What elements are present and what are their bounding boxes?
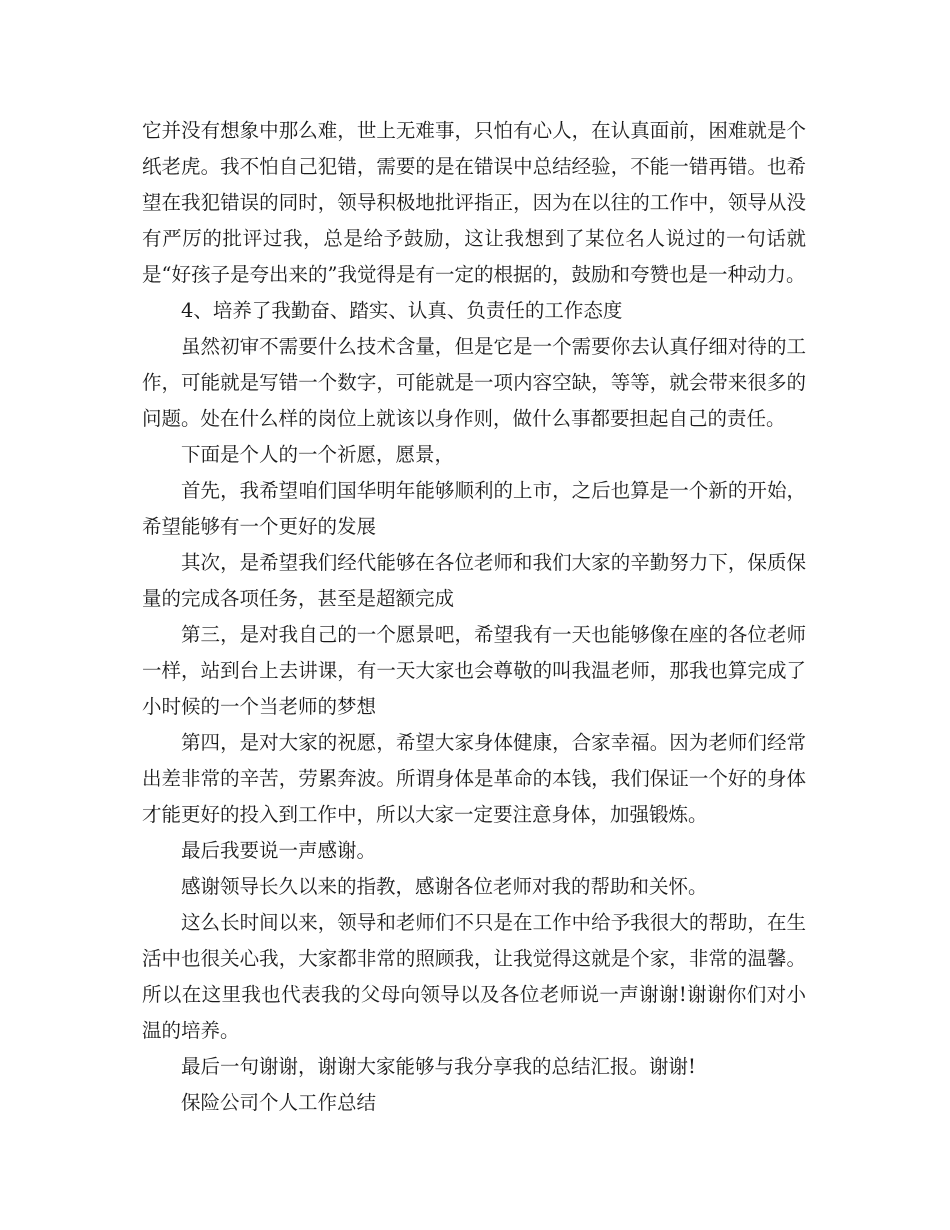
paragraph-wishes-intro: 下面是个人的一个祈愿，愿景， [181, 443, 455, 466]
paragraph-wish-fourth: 第四，是对大家的祝愿，希望大家身体健康，合家幸福。因为老师们经常出差非常的辛苦，劳累奔波。所谓身体是革命的本钱，我们保证一个好的身体才能更好的投入到工作中，所以大家一定要注意身体，加强锻炼。 [142, 731, 806, 826]
paragraph-final-thanks: 最后一句谢谢，谢谢大家能够与我分享我的总结汇报。谢谢! [181, 1055, 696, 1078]
paragraph-wish-first: 首先，我希望咱们国华明年能够顺利的上市，之后也算是一个新的开始，希望能够有一个更好的发展 [142, 479, 806, 538]
paragraph-wish-second: 其次，是希望我们经代能够在各位老师和我们大家的辛勤努力下，保质保量的完成各项任务，甚至是超额完成 [142, 551, 806, 610]
paragraph-next-title: 保险公司个人工作总结 [181, 1091, 377, 1114]
paragraph-thanks-family: 这么长时间以来，领导和老师们不只是在工作中给予我很大的帮助，在生活中也很关心我，大家都非常的照顾我，让我觉得这就是个家，非常的温馨。所以在这里我也代表我的父母向领导以及各位老师说一声谢谢!谢谢你们对小温的培养。 [142, 911, 806, 1042]
paragraph-continuation: 它并没有想象中那么难，世上无难事，只怕有心人，在认真面前，困难就是个纸老虎。我不怕自己犯错，需要的是在错误中总结经验，不能一错再错。也希望在我犯错误的同时，领导积极地批评指正，因为在以往的工作中，领导从没有严厉的批评过我，总是给予鼓励，这让我想到了某位名人说过的一句话就是“好孩子是夸出来的”我觉得是有一定的根据的，鼓励和夸赞也是一种动力。 [142, 119, 806, 286]
paragraph-wish-third: 第三，是对我自己的一个愿景吧，希望我有一天也能够像在座的各位老师一样，站到台上去讲课，有一天大家也会尊敬的叫我温老师，那我也算完成了小时候的一个当老师的梦想 [142, 623, 806, 718]
document-body [142, 113, 806, 1121]
paragraph-heading-4: 4、培养了我勤奋、踏实、认真、负责任的工作态度 [181, 299, 623, 322]
paragraph-thanks-intro: 最后我要说一声感谢。 [181, 839, 377, 862]
paragraph-thanks-leaders: 感谢领导长久以来的指教，感谢各位老师对我的帮助和关怀。 [181, 875, 708, 898]
paragraph-initial-review: 虽然初审不需要什么技术含量，但是它是一个需要你去认真仔细对待的工作，可能就是写错一个数字，可能就是一项内容空缺，等等，就会带来很多的问题。处在什么样的岗位上就该以身作则，做什么事都要担起自己的责任。 [142, 335, 806, 430]
